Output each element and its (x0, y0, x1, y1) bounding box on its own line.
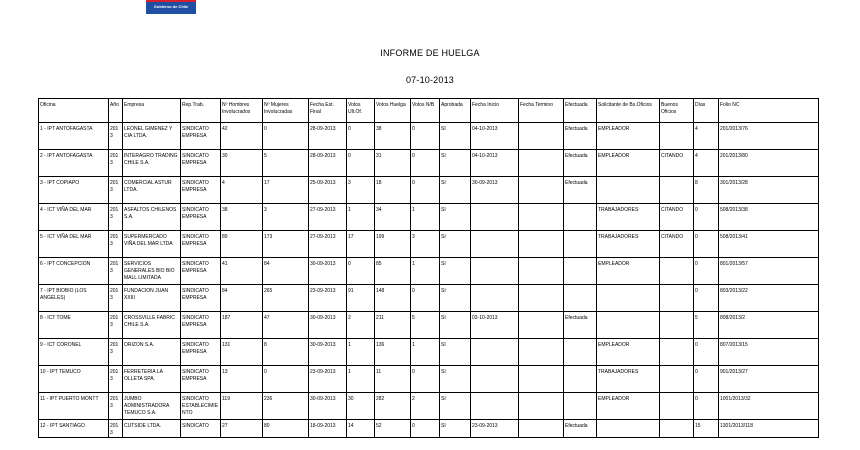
column-header: Nº Hombres Involucrados (221, 99, 263, 123)
table-cell (471, 339, 519, 366)
table-row (39, 258, 819, 285)
table-cell: 0 (694, 366, 719, 393)
table-cell (519, 258, 564, 285)
logo-text: Gobierno de Chile (153, 4, 189, 9)
table-cell: SINDICATO EMPRESA (181, 339, 221, 366)
table-cell: SI (440, 366, 471, 393)
table-cell: SINDICATO EMPRESA (181, 123, 221, 150)
table-cell (471, 231, 519, 258)
table-cell: 508/2013/38 (719, 204, 819, 231)
table-cell: TRABAJADORES (597, 366, 660, 393)
table-cell: 0 (263, 366, 309, 393)
table-cell (660, 285, 694, 312)
table-cell: 0 (694, 231, 719, 258)
table-cell: 4 (694, 150, 719, 177)
table-cell: SI (440, 285, 471, 312)
table-cell: 807/2013/15 (719, 339, 819, 366)
column-header: Votos N/B (411, 99, 440, 123)
table-cell: SI (440, 393, 471, 420)
table-cell (519, 285, 564, 312)
column-header: Buenos Oficios (660, 99, 694, 123)
table-cell: 17 (347, 231, 375, 258)
table-cell: 801/2013/57 (719, 258, 819, 285)
table-cell (660, 420, 694, 438)
table-cell: 15 (694, 420, 719, 438)
table-cell (660, 339, 694, 366)
table-cell: 84 (221, 285, 263, 312)
table-cell: SI (440, 312, 471, 339)
table-cell: 0 (411, 420, 440, 438)
table-cell: 2013 (109, 231, 123, 258)
table-cell: 38 (375, 123, 411, 150)
table-cell: 5 (263, 150, 309, 177)
table-cell: ASFALTOS CHILENOS S.A. (123, 204, 181, 231)
table-cell: EMPLEADOR (597, 339, 660, 366)
table-cell (471, 285, 519, 312)
table-cell (564, 204, 597, 231)
table-cell: EMPLEADOR (597, 150, 660, 177)
column-header: Días (694, 99, 719, 123)
table-cell: 52 (375, 420, 411, 438)
table-cell (564, 285, 597, 312)
column-header: Oficina (39, 99, 109, 123)
table-cell: 3 - IPT COPIAPO (39, 177, 109, 204)
table-cell: 0 (694, 258, 719, 285)
table-cell (519, 177, 564, 204)
table-cell: SINDICATO EMPRESA (181, 177, 221, 204)
table-cell: EMPLEADOR (597, 123, 660, 150)
table-cell (597, 285, 660, 312)
table-cell (564, 231, 597, 258)
table-cell (519, 393, 564, 420)
table-cell: 38 (221, 204, 263, 231)
table-cell: 2013 (109, 285, 123, 312)
table-cell: 3 (347, 177, 375, 204)
table-cell: 1 (347, 204, 375, 231)
table-cell: 1 (347, 366, 375, 393)
table-cell: 5 - ICT VIÑA DEL MAR (39, 231, 109, 258)
table-cell: 30-09-2013 (309, 339, 347, 366)
report-title: INFORME DE HUELGA (380, 48, 480, 58)
table-cell: 0 (411, 177, 440, 204)
column-header: Efectuada (564, 99, 597, 123)
table-cell: 0 (347, 258, 375, 285)
table-cell: 89 (221, 231, 263, 258)
table-cell: 5 (694, 312, 719, 339)
table-cell: 0 (263, 123, 309, 150)
table-cell: 6 - IPT CONCEPCION (39, 258, 109, 285)
table-cell: FUNDACION JUAN XXIII (123, 285, 181, 312)
table-cell: 25-09-2013 (309, 177, 347, 204)
table-row (39, 150, 819, 177)
table-cell: 11 (375, 366, 411, 393)
header-row (39, 99, 819, 123)
table-cell: SINDICATO EMPRESA (181, 150, 221, 177)
table-cell: 187 (221, 312, 263, 339)
table-row (39, 177, 819, 204)
table-cell: 31 (375, 150, 411, 177)
table-cell: TRABAJADORES (597, 204, 660, 231)
table-cell: 80 (263, 420, 309, 438)
table-cell: 12 - IPT SANTIAGO (39, 420, 109, 438)
table-cell: 9 - ICT CORONEL (39, 339, 109, 366)
table-cell: 30 (221, 150, 263, 177)
table-cell: 119 (221, 393, 263, 420)
table-cell: 1 (411, 204, 440, 231)
table-cell: Efectuada (564, 312, 597, 339)
table-cell: 10 - IPT TEMUCO (39, 366, 109, 393)
table-cell: 23-09-2013 (309, 285, 347, 312)
table-cell: 0 (694, 393, 719, 420)
table-cell (660, 393, 694, 420)
table-cell (471, 258, 519, 285)
table-cell: 2 (411, 393, 440, 420)
table-cell: 28-09-2013 (309, 123, 347, 150)
table-cell: SI (440, 204, 471, 231)
table-cell: 2013 (109, 393, 123, 420)
table-cell (564, 366, 597, 393)
table-row (39, 231, 819, 258)
column-header: Rep.Trab. (181, 99, 221, 123)
table-cell: CROSSVILLE FABRIC CHILE S.A. (123, 312, 181, 339)
table-row (39, 339, 819, 366)
table-cell: 34 (375, 204, 411, 231)
table-cell: 04-10-2013 (471, 150, 519, 177)
column-header: Votos Ult.Of. (347, 99, 375, 123)
table-cell: 2013 (109, 204, 123, 231)
table-cell (564, 339, 597, 366)
table-cell: 173 (263, 231, 309, 258)
table-cell: 27-09-2013 (309, 231, 347, 258)
table-cell: 8 (694, 177, 719, 204)
table-cell (519, 123, 564, 150)
table-cell: 18-09-2013 (309, 420, 347, 438)
table-cell (597, 177, 660, 204)
column-header: Solicitante de Bs.Oficios (597, 99, 660, 123)
table-cell: 27 (221, 420, 263, 438)
column-header: Folio NC (719, 99, 819, 123)
table-row (39, 123, 819, 150)
table-cell: 0 (694, 339, 719, 366)
table-cell: 201/2013/80 (719, 150, 819, 177)
table-cell: 0 (694, 285, 719, 312)
table-cell: 27-09-2013 (309, 204, 347, 231)
table-cell: 265 (263, 285, 309, 312)
table-cell: CITANDO (660, 204, 694, 231)
table-cell (660, 177, 694, 204)
table-cell: 2013 (109, 420, 123, 438)
table-cell: 211 (375, 312, 411, 339)
table-cell: FERRETERIA LA OLLETA SPA. (123, 366, 181, 393)
table-cell: CUTSIDE LTDA. (123, 420, 181, 438)
strike-report-table (38, 98, 819, 438)
table-cell (660, 258, 694, 285)
table-cell: 2013 (109, 177, 123, 204)
table-cell: 1301/2013/118 (719, 420, 819, 438)
table-cell: SINDICATO EMPRESA (181, 204, 221, 231)
table-cell: SINDICATO (181, 420, 221, 438)
table-cell: SINDICATO EMPRESA (181, 366, 221, 393)
table-cell: 4 (694, 123, 719, 150)
table-cell: 301/2013/28 (719, 177, 819, 204)
table-cell (660, 123, 694, 150)
table-cell: 2013 (109, 366, 123, 393)
table-cell: 23-09-2013 (471, 420, 519, 438)
table-cell (564, 393, 597, 420)
table-cell: 1 (411, 258, 440, 285)
table-cell: 85 (375, 258, 411, 285)
table-cell: 0 (411, 123, 440, 150)
table-cell: 8 (263, 339, 309, 366)
table-cell: COMERCIAL ASTUR LTDA. (123, 177, 181, 204)
table-cell: 2013 (109, 123, 123, 150)
table-body (39, 123, 819, 438)
table-cell (471, 366, 519, 393)
table-cell: 2013 (109, 150, 123, 177)
table-cell: TRABAJADORES (597, 231, 660, 258)
table-cell: 0 (694, 204, 719, 231)
table-cell: 04-10-2013 (471, 123, 519, 150)
table-cell: 03-10-2013 (471, 312, 519, 339)
table-row (39, 285, 819, 312)
table-cell: 1 (411, 339, 440, 366)
table-cell: 41 (221, 258, 263, 285)
column-header: Empresa (123, 99, 181, 123)
table-cell: 808/2013/2 (719, 312, 819, 339)
table-cell: 2 - IPT ANTOFAGASTA (39, 150, 109, 177)
table-cell: 3 (411, 231, 440, 258)
column-header: Nº Mujeres Involucradas (263, 99, 309, 123)
column-header: Aprobada (440, 99, 471, 123)
table-cell: SI (440, 150, 471, 177)
table-cell (519, 420, 564, 438)
table-cell: 901/2013/27 (719, 366, 819, 393)
table-cell: 30 (347, 393, 375, 420)
table-cell: INTERAGRO TRADING CHILE S.A. (123, 150, 181, 177)
table-cell (471, 393, 519, 420)
table-cell: EMPLEADOR (597, 258, 660, 285)
table-cell (597, 420, 660, 438)
table-cell: 18 (375, 177, 411, 204)
table-cell (597, 312, 660, 339)
table-cell: 236 (263, 393, 309, 420)
table-cell: 17 (263, 177, 309, 204)
table-cell (519, 150, 564, 177)
table-row (39, 420, 819, 438)
table-cell: SI (440, 177, 471, 204)
table-cell: ORIZON S.A. (123, 339, 181, 366)
table-cell: SERVICIOS GENERALES BIO BIO MALL LIMITADA (123, 258, 181, 285)
column-header: Fecha Est. Final (309, 99, 347, 123)
table-cell: SINDICATO ESTABLECIMIENTO (181, 393, 221, 420)
table-cell: 201/2013/76 (719, 123, 819, 150)
table-header (39, 99, 819, 123)
table-cell: SI (440, 123, 471, 150)
table-cell: 0 (411, 150, 440, 177)
table-cell: SINDICATO EMPRESA (181, 231, 221, 258)
table-cell: 47 (263, 312, 309, 339)
government-logo (146, 0, 196, 14)
table-cell: SI (440, 420, 471, 438)
table-row (39, 204, 819, 231)
table-cell: 148 (375, 285, 411, 312)
table-cell: 30-09-2013 (471, 177, 519, 204)
table-cell (519, 339, 564, 366)
table-cell: 0 (411, 285, 440, 312)
table-cell: CITANDO (660, 231, 694, 258)
column-header: Fecha Termino (519, 99, 564, 123)
table-cell: 5 (411, 312, 440, 339)
table-cell: 30-09-2013 (309, 312, 347, 339)
table-cell: SINDICATO EMPRESA (181, 312, 221, 339)
table-cell: SUPERMERCADO VIÑA DEL MAR LTDA (123, 231, 181, 258)
table-cell: 14 (347, 420, 375, 438)
report-date: 07-10-2013 (405, 75, 455, 85)
table-cell: 136 (375, 339, 411, 366)
table-row (39, 393, 819, 420)
table-cell (660, 366, 694, 393)
table-cell: 1 - IPT ANTOFAGASTA (39, 123, 109, 150)
table-cell: SI (440, 258, 471, 285)
table-cell: Efectuada (564, 177, 597, 204)
table-cell: 2013 (109, 339, 123, 366)
table-cell: Efectuada (564, 420, 597, 438)
table-cell: 282 (375, 393, 411, 420)
table-cell: 1 (347, 339, 375, 366)
table-cell: 42 (221, 123, 263, 150)
column-header: Votos Huelga (375, 99, 411, 123)
table-cell: 7 - IPT BIOBIO (LOS ANGELES) (39, 285, 109, 312)
table-cell: 11 - IPT PUERTO MONTT (39, 393, 109, 420)
table-cell: 2013 (109, 258, 123, 285)
table-cell: 91 (347, 285, 375, 312)
table-cell: LEONEL GIMENEZ Y CIA LTDA. (123, 123, 181, 150)
table-cell: CITANDO (660, 150, 694, 177)
table-cell (564, 258, 597, 285)
column-header: Fecha Inicio (471, 99, 519, 123)
table-cell (519, 204, 564, 231)
table-cell: 84 (263, 258, 309, 285)
table-cell: SINDICATO EMPRESA (181, 258, 221, 285)
table-cell: 23-09-2013 (309, 366, 347, 393)
table-cell: 0 (411, 366, 440, 393)
table-cell: 3 (263, 204, 309, 231)
table-cell: 8 - ICT TOME (39, 312, 109, 339)
table-cell: 0 (347, 123, 375, 150)
table-cell: 2 (347, 312, 375, 339)
table-cell (471, 204, 519, 231)
table-cell: 508/2013/41 (719, 231, 819, 258)
table-row (39, 366, 819, 393)
table-cell: 0 (347, 150, 375, 177)
table-cell: Efectuada (564, 123, 597, 150)
table-cell (519, 366, 564, 393)
flag-stripe (146, 0, 196, 2)
table-cell: 28-09-2013 (309, 150, 347, 177)
table-cell (660, 312, 694, 339)
table-cell: JUMBO ADMINISTRADORA TEMUCO S.A. (123, 393, 181, 420)
table-cell: 199 (375, 231, 411, 258)
table-cell: Efectuada (564, 150, 597, 177)
table-cell: EMPLEADOR (597, 393, 660, 420)
table-cell: 803/2013/22 (719, 285, 819, 312)
table-row (39, 312, 819, 339)
table-cell: 1001/2013/32 (719, 393, 819, 420)
table-cell (519, 312, 564, 339)
table-cell: 2013 (109, 312, 123, 339)
table-cell: 4 - ICT VIÑA DEL MAR (39, 204, 109, 231)
table-cell: SI (440, 339, 471, 366)
column-header: Año (109, 99, 123, 123)
table-cell: SI (440, 231, 471, 258)
table-cell: SINDICATO EMPRESA (181, 285, 221, 312)
table-cell: 4 (221, 177, 263, 204)
table-cell: 131 (221, 339, 263, 366)
table-cell: 30-09-2013 (309, 393, 347, 420)
table-cell: 30-09-2013 (309, 258, 347, 285)
table-cell: 13 (221, 366, 263, 393)
table-cell (519, 231, 564, 258)
